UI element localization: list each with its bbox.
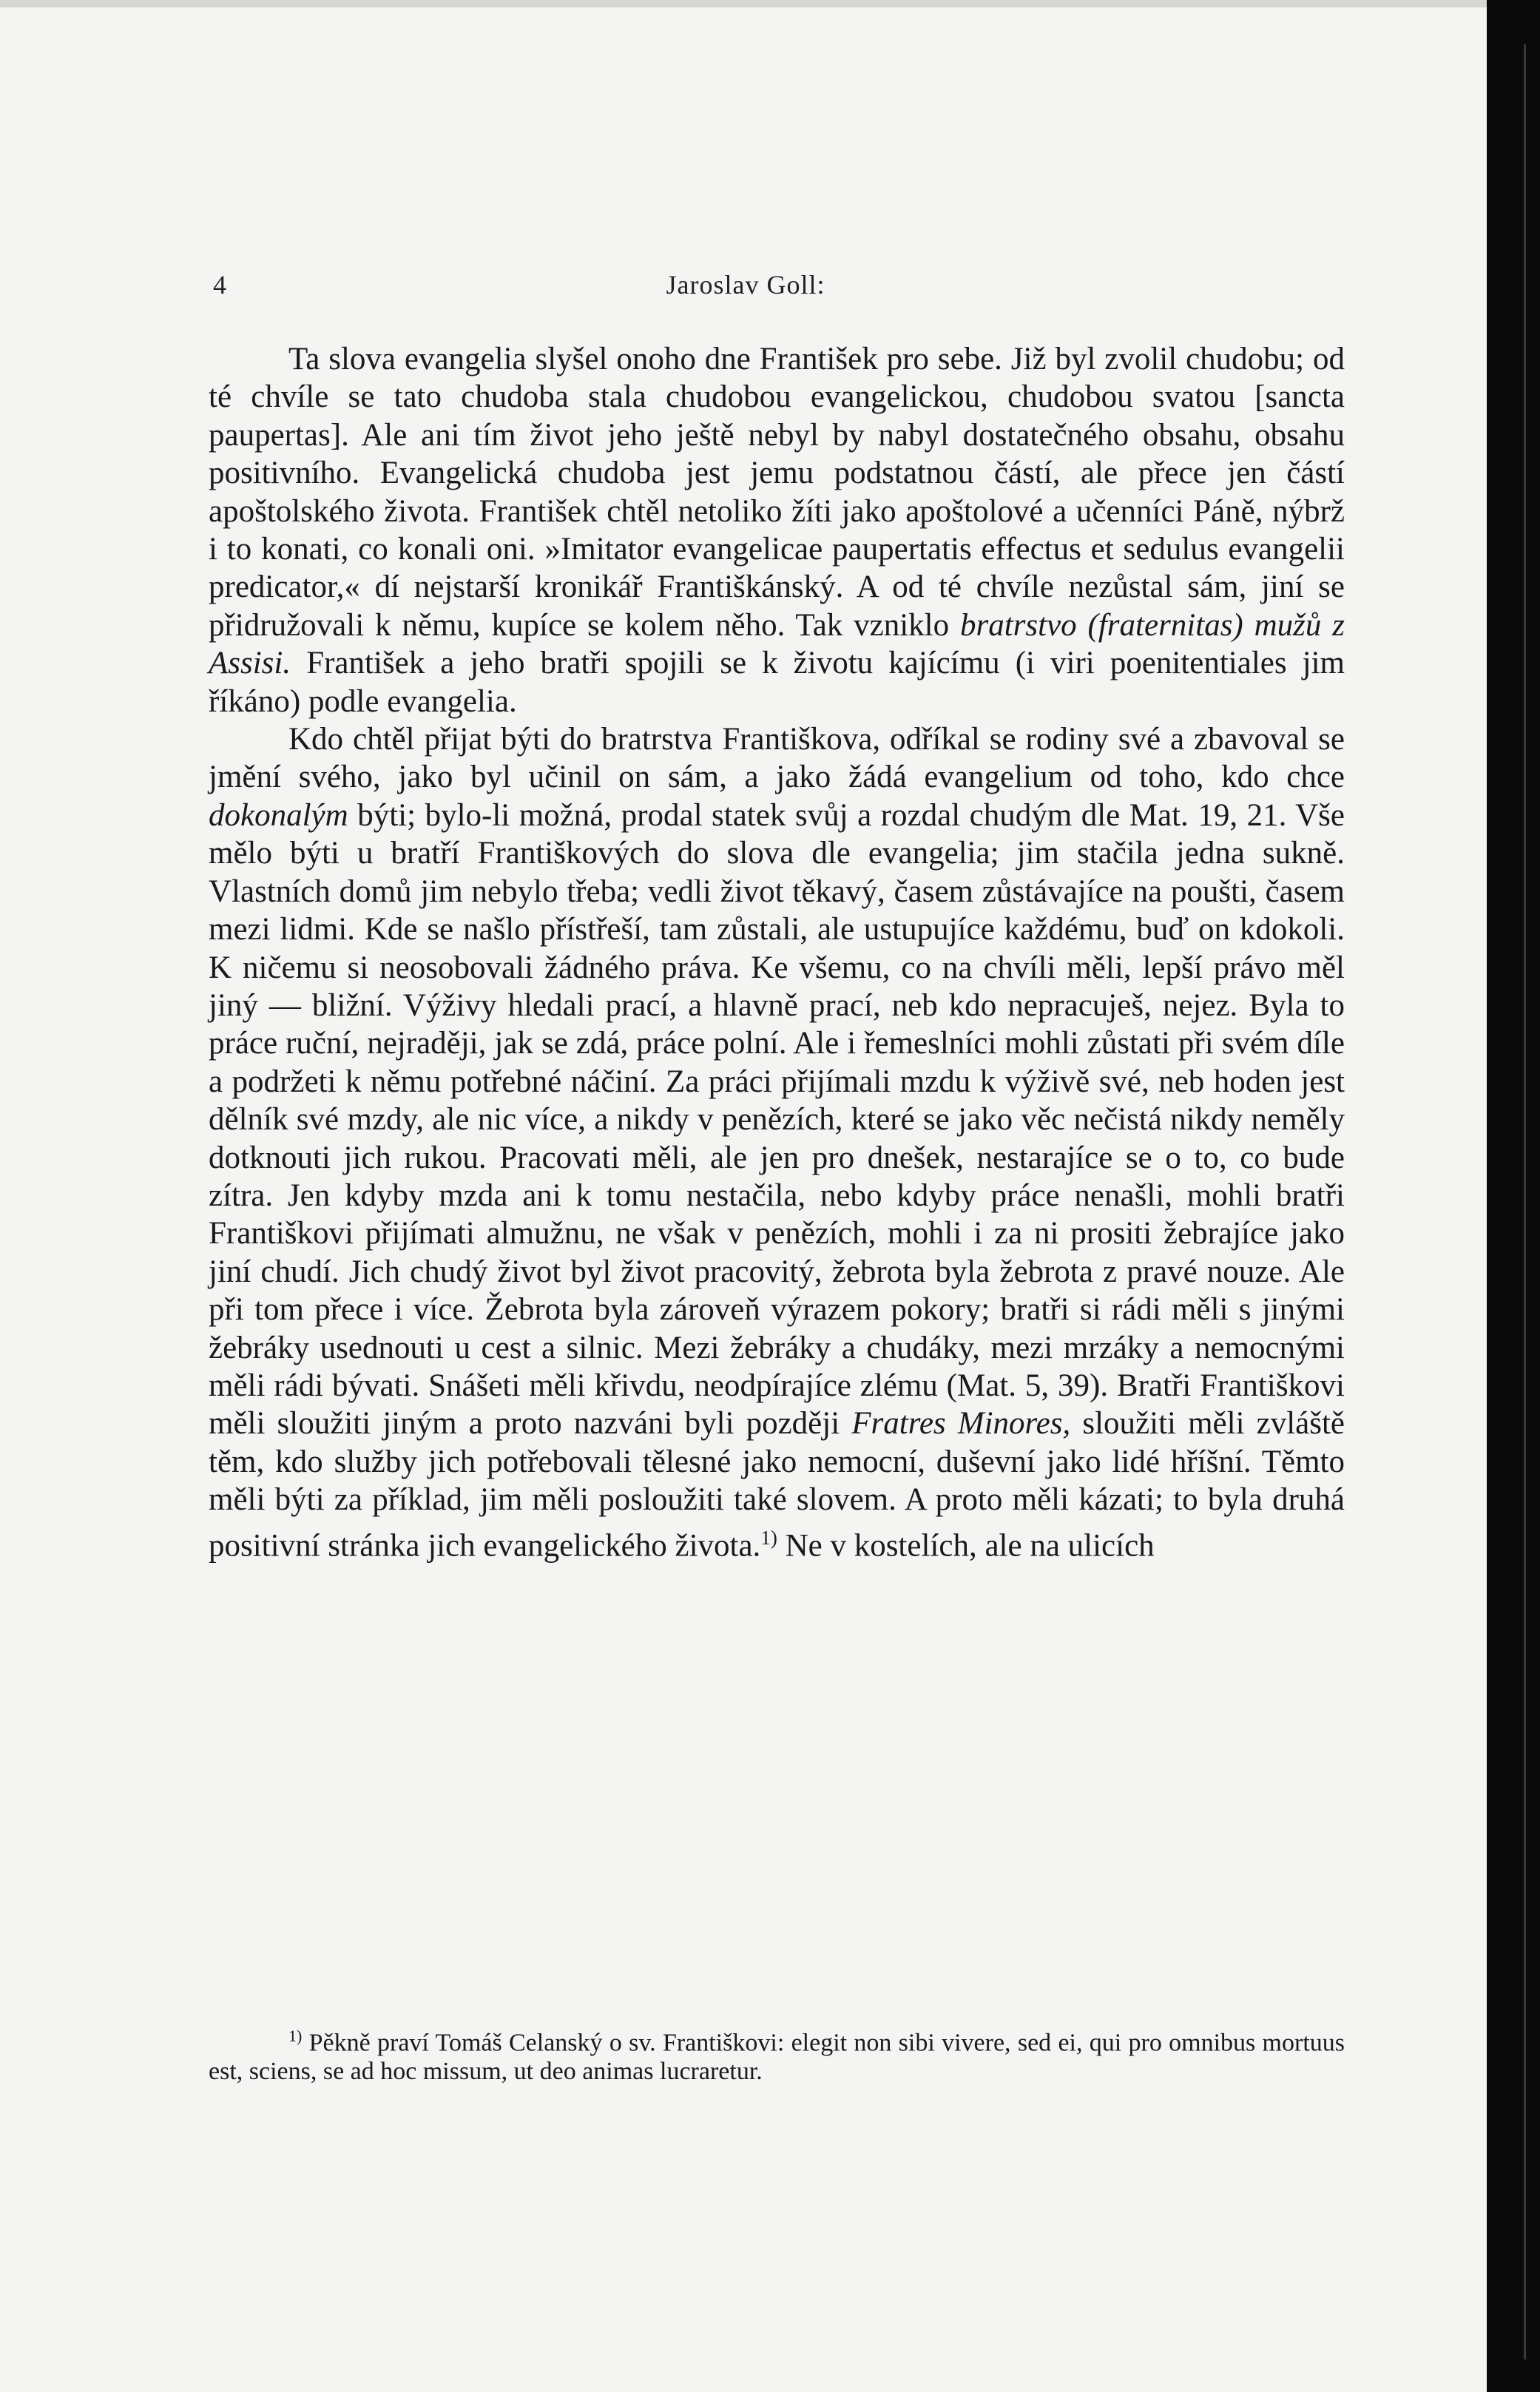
running-title: Jaroslav Goll: [666, 270, 825, 300]
paragraph-2: Kdo chtěl přijat býti do bratrstva Františkova, odříkal se rodiny své a zbavoval se jmění svého, jako byl učinil on sám, a jako žádá evangelium od toho, kdo chce dokonalým býti; bylo-li možná, prodal statek svůj a rozdal chudým dle Mat. 19, 21. Vše mělo býti u bratří Františkových do slova dle evangelia; jim stačila jedna sukně. Vlastních domů jim nebylo třeba; vedli život těkavý, časem zůstávajíce na poušti, časem mezi lidmi. Kde se našlo přístřeší, tam zůstali, ale ustupujíce každému, buď on kdokoli. K ničemu si neosobovali žádného práva. Ke všemu, co na chvíli měli, lepší právo měl jiný — bližní. Výživy hledali prací, a hlavně prací, neb kdo nepracuješ, nejez. Byla to práce ruční, nejraději, jak se zdá, práce polní. Ale i řemeslníci mohli zůstati při svém díle a podržeti k němu potřebné náčiní. Za práci přijímali mzdu k výživě své, neb hoden jest dělník své mzdy, ale nic více, a nikdy v penězích, které se jako věc nečistá nikdy neměly dotknouti jich rukou. Pracovati měli, ale jen pro dnešek, nestarajíce se o to, co bude zítra. Jen kdyby mzda ani k tomu nestačila, nebo kdyby práce nenašli, mohli bratři Františkovi přijímati almužnu, ne však v penězích, mohli i za ni prositi žebrajíce jako jiní chudí. Jich chudý život byl život pracovitý, žebrota byla žebrota z pravé nouze. Ale při tom přece i více. Žebrota byla zároveň výrazem pokory; bratři si rádi měli s jinými žebráky usednouti u cest a silnic. Mezi žebráky a chudáky, mezi mrzáky a nemocnými měli rádi bývati. Snášeti měli křivdu, neodpírajíce zlému (Mat. 5, 39). Bratři Františkovi měli sloužiti jiným a proto nazváni byli později Fratres Minores, sloužiti měli zvláště těm, kdo služby jich potřebovali tělesné jako nemocní, duševní jako lidé hříšní. Těmto měli býti za příklad, jim měli posloužiti také slovem. A proto měli kázati; to byla druhá positivní stránka jich evangelického života.$^{1)}$ Ne v kostelích, ale na ulicích [209, 722, 1345, 1563]
page-number: 4 [213, 270, 227, 300]
italic-phrase: Fratres Minores, [851, 1406, 1071, 1442]
scan-border [1487, 0, 1540, 2392]
page-header [213, 269, 1323, 306]
paragraph-1: Ta slova evangelia slyšel onoho dne František pro sebe. Již byl zvolil chudobu; od té chvíle se tato chudoba stala chudobou evangelickou, chudobou svatou [sancta paupertas]. Ale ani tím život jeho ještě nebyl by nabyl dostatečného obsahu, obsahu positivního. Evangelická chudoba jest jemu podstatnou částí, ale přece jen částí apoštolského života. František chtěl netoliko žíti jako apoštolové a učenníci Páně, nýbrž i to konati, co konali oni. »Imitator evangelicae paupertatis effectus et sedulus evangelii predicator,« dí nejstarší kronikář Františkánský. A od té chvíle nezůstal sám, jiní se přidružovali k němu, kupíce se kolem něho. Tak vzniklo bratrstvo (fraternitas) mužů z Assisi. František a jeho bratři spojili se k životu kajícímu (i viri poenitentiales jim říkáno) podle evangelia. [209, 342, 1345, 719]
scan-edge-line [1524, 44, 1526, 2359]
body-text [209, 340, 1345, 1564]
footnote [209, 2021, 1345, 2086]
footnote-mark: 1) [288, 2027, 303, 2045]
page-edge [0, 0, 1487, 7]
italic-word: dokonalým [209, 797, 348, 833]
footnote-reference: 1) [760, 1526, 777, 1549]
italic-phrase: bratrstvo (fraternitas) mužů z Assisi. [209, 607, 1345, 681]
footnote-text: Pěkně praví Tomáš Celanský o sv. Františkovi: elegit non sibi vivere, sed ei, qui pro omnibus mortuus est, sciens, se ad hoc missum, ut deo animas lucraretur. [209, 2029, 1345, 2086]
